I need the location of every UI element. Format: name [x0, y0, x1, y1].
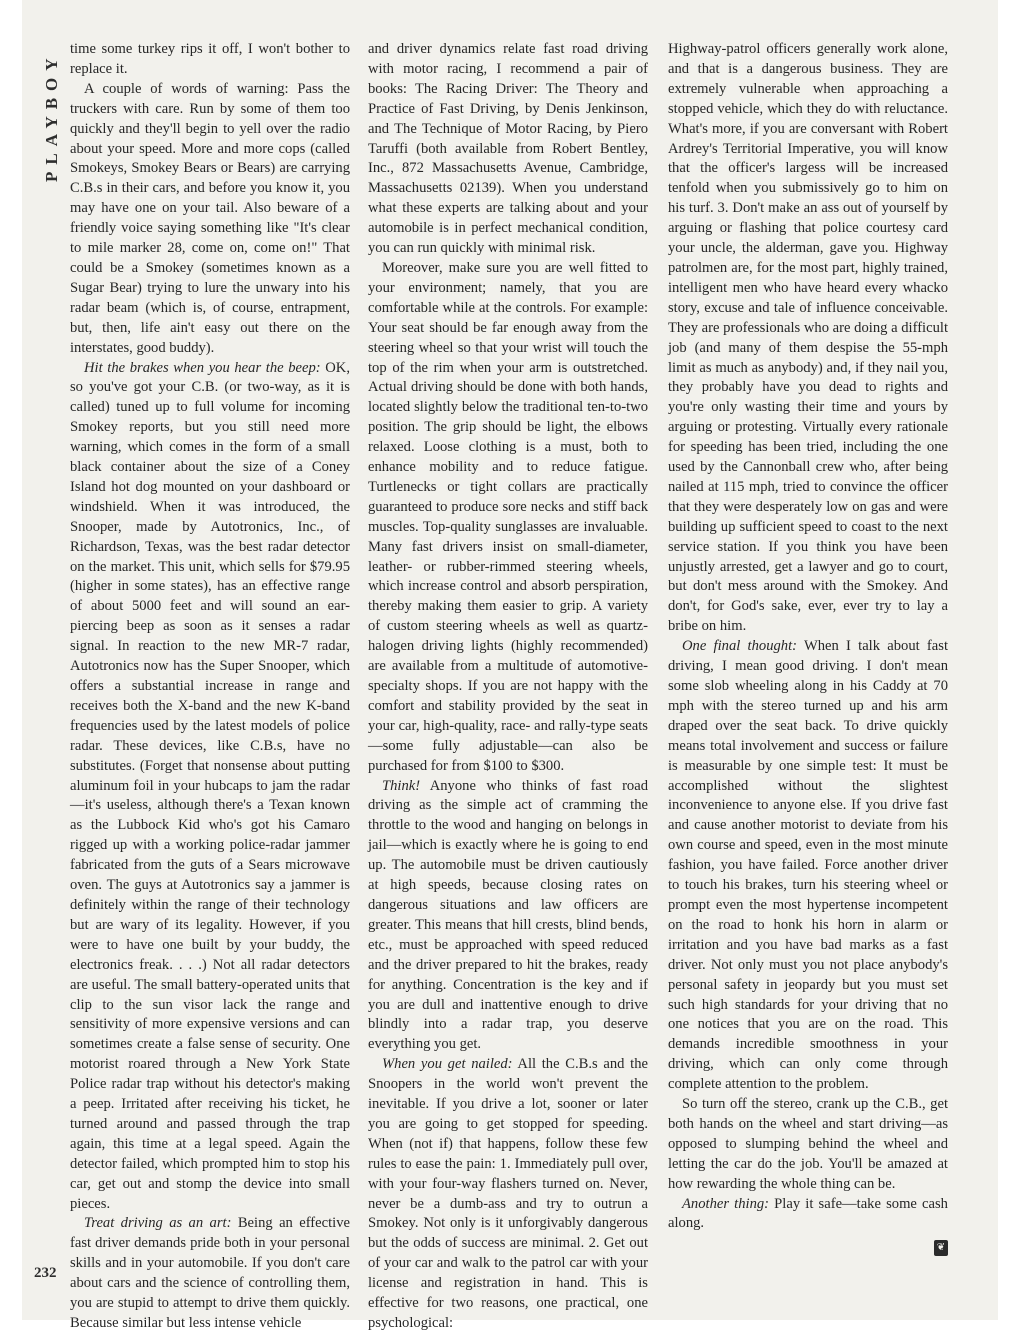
paragraph-text: So turn off the stereo, crank up the C.B., get both hands on the wheel and start driving—as opposed to slumping behind the wheel and letting the car do the job. You'll be amazed at how rewarding the whole thing can be. [668, 1096, 948, 1192]
paragraph [368, 40, 648, 259]
paragraph-lead: Think! [382, 777, 421, 794]
paragraph-lead: One final thought: [682, 638, 797, 655]
paragraph-text: Anyone who thinks of fast road driving as the simple act of cramming the throttle to the wood and hanging on belongs in jail—which is exactly where he is going to end up. The automobile must be driven cautiously at high speeds, because closing rates on dangerous situations and law officers are greater. This means that hill crests, blind bends, etc., must be approached with speed reduced and the driver prepared to hit the brakes, ready for anything. Concentration is the key and if you are dull and inattentive enough to drive blindly into a radar trap, you deserve everything you get. [368, 777, 648, 1053]
paragraph [668, 40, 948, 637]
paragraph-text: time some turkey rips it off, I won't bother to replace it. [70, 41, 350, 77]
rabbit-head-icon: ❦ [934, 1240, 948, 1256]
paragraph-text: A couple of words of warning: Pass the truckers with care. Run by some of them too quickly and they'll begin to yell over the radio about your speed. More and more cops (called Smokeys, Smokey Bears or Bears) are carrying C.B.s in their cars, and before you know it, you may have one on your tail. Also beware of a friendly voice saying something like "It's clear to mile marker 28, come on, come on!" That could be a Smokey (sometimes known as a Sugar Bear) trying to lure the unwary into his radar beam (which is, of course, entrapment, but, then, life ain't easy out there on the interstates, good buddy). [70, 80, 350, 356]
paragraph [668, 1095, 948, 1195]
paragraph [70, 1214, 350, 1333]
paragraph-lead: Hit the brakes when you hear the beep: [84, 359, 321, 376]
paragraph [70, 40, 350, 80]
paragraph [668, 1195, 948, 1235]
column-1 [70, 40, 350, 1334]
column-2 [368, 40, 648, 1334]
paragraph-text: OK, so you've got your C.B. (or two-way, as it is called) tuned up to full volume for incoming Smokey reports, but you still need more warning, which comes in the form of a small black container about the size of a Coney Island hot dog mounted on your dashboard or windshield. When it was introduced, the Snooper, made by Autotronics, Inc., of Richardson, Texas, was the best radar detector on the market. This unit, which sells for $79.95 (higher in some states), has an effective range of about 5000 feet and will sound an ear-piercing beep as soon as it senses a radar signal. In reaction to the new MR-7 radar, Autotronics now has the Super Snooper, which offers a substantial increase in range and receives both the X-band and the new K-band frequencies used by the latest models of police radar. These devices, like C.B.s, have no substitutes. (Forget that nonsense about putting aluminum foil in your hubcaps to jam the radar—it's useless, although there's a Texan known as the Lubbock Kid who's got his Camaro rigged up with a working police-radar jammer fabricated from the guts of a Sears microwave oven. The guys at Autotronics say a jammer is definitely within the range of their technology but are wary of its legality. However, if you were to have one built by your buddy, the electronics freak. . . .) Not all radar detectors are useful. The small battery-operated units that clip to the sun visor lack the range and sensitivity of more expensive versions and can sometimes create a false sense of security. One motorist roared through a New York State Police radar trap without his detector's making a peep. Irritated after receiving his ticket, he turned around and passed through the trap again, this time at a legal speed. Again the detector failed, which prompted him to stop his car, get out and stomp the device into small pieces. [70, 359, 350, 1212]
paragraph [368, 777, 648, 1056]
paragraph-text: Play it safe—take some cash along. [668, 1195, 948, 1232]
end-mark-row [668, 1238, 948, 1258]
column-3 [668, 40, 948, 1258]
page-number: 232 [34, 1265, 57, 1281]
paragraph [70, 359, 350, 1215]
paragraph-lead: When you get nailed: [382, 1056, 513, 1073]
paragraph-text: and driver dynamics relate fast road driving with motor racing, I recommend a pair of books: The Racing Driver: The Theory and Practice of Fast Driving, by Denis Jenkinson, and The Technique of Motor Racing, by Piero Taruffi (both available from Robert Bentley, Inc., 872 Massachusetts Avenue, Cambridge, Massachusetts 02139). When you understand what these experts are talking about and your automobile is in perfect mechanical condition, you can run quickly with minimal risk. [368, 41, 648, 257]
magazine-name: PLAYBOY [42, 51, 61, 183]
paragraph [668, 637, 948, 1095]
paragraph [368, 1055, 648, 1334]
paragraph-text: Moreover, make sure you are well fitted to your environment; namely, that you are comfortable while at the controls. For example: Your seat should be far enough away from the steering wheel so that your wrist will touch the top of the rim when your arm is outstretched. Actual driving should be done with both hands, located slightly below the traditional ten-to-two position. The grip should be light, the elbows relaxed. Loose clothing is a must, both to enhance mobility and to reduce fatigue. Turtlenecks or tight collars are practically guaranteed to produce sore necks and stiff back muscles. Top-quality sunglasses are invaluable. Many fast drivers insist on small-diameter, leather- or rubber-rimmed steering wheels, which increase control and absorb perspiration, thereby making them easier to grip. A variety of custom steering wheels as well as quartz-halogen driving lights (highly recommended) are available from a multitude of automotive-specialty shops. If you are not happy with the comfort and stability provided by the seat in your car, high-quality, race- and rally-type seats—some fully adjustable—can also be purchased for from $100 to $300. [368, 259, 648, 774]
paragraph-text: When I talk about fast driving, I mean good driving. I don't mean some slob wheeling along in his Caddy at 70 mph with the stereo turned up and his arm draped over the seat back. To drive quickly means total involvement and success or failure is measurable by one simple test: It must be accomplished without the slightest inconvenience to anyone else. If you drive fast and cause another motorist to deviate from his own course and speed, even in the most minute fashion, you have failed. Force another driver to touch his brakes, turn his steering wheel or prompt even the most hypertense incompetent on the road to honk his horn in alarm or irritation and you have bad marks as a fast driver. Not only must you not place anybody's personal safety in jeopardy but you must set such high standards for your driving that no one notices that you are on the road. This demands incredible smoothness in your driving, which can only come through complete attention to the problem. [668, 638, 948, 1093]
paragraph-text: Highway-patrol officers generally work alone, and that is a dangerous business. They are extremely vulnerable when approaching a stopped vehicle, which they do with reluctance. What's more, if you are conversant with Robert Ardrey's Territorial Imperative, you will know that the officer's largess will be increased tenfold when you submissively go to him on his turf. 3. Don't make an ass out of yourself by arguing or flashing that police courtesy card your uncle, the alderman, gave you. Highway patrolmen are, for the most part, highly trained, intelligent men who have heard every whacko story, excuse and tale of influence conceivable. They are professionals who are doing a difficult job (and many of them despise the 55-mph limit as much as anybody) and, if they nail you, they probably have you dead to rights and you're only wasting their time and yours by arguing or protesting. Virtually every rationale for speeding has been tried, including the one used by the Cannonball crew who, after being nailed at 115 mph, tried to convince the officer that they were desperately low on gas and were building up sufficient speed to coast to the next service station. If you think you have been unjustly arrested, get a lawyer and go to court, but don't mess around with the Smokey. And don't, for God's sake, ever, ever try to lay a bribe on him. [668, 41, 948, 635]
paragraph-lead: Another thing: [682, 1195, 770, 1212]
paragraph [70, 80, 350, 359]
paragraph-lead: Treat driving as an art: [84, 1215, 232, 1232]
paragraph-text: All the C.B.s and the Snoopers in the world won't prevent the inevitable. If you drive a lot, sooner or later you are going to get stopped for speeding. When (not if) that happens, follow these few rules to ease the pain: 1. Immediately pull over, with your four-way flashers turned on. Never, never be a dumb-ass and try to outrun a Smokey. Not only is it unforgivably dangerous but the odds of success are minimal. 2. Get out of your car and walk to the patrol car with your license and registration in hand. This is effective for two reasons, one practical, one psychological: [368, 1056, 648, 1331]
paragraph [368, 259, 648, 777]
paragraph-text: Being an effective fast driver demands pride both in your personal skills and in your automobile. If you don't care about cars and the science of controlling them, you are stupid to attempt to drive them quickly. Because similar but less intense vehicle [70, 1215, 350, 1331]
magazine-page [22, 0, 998, 1331]
